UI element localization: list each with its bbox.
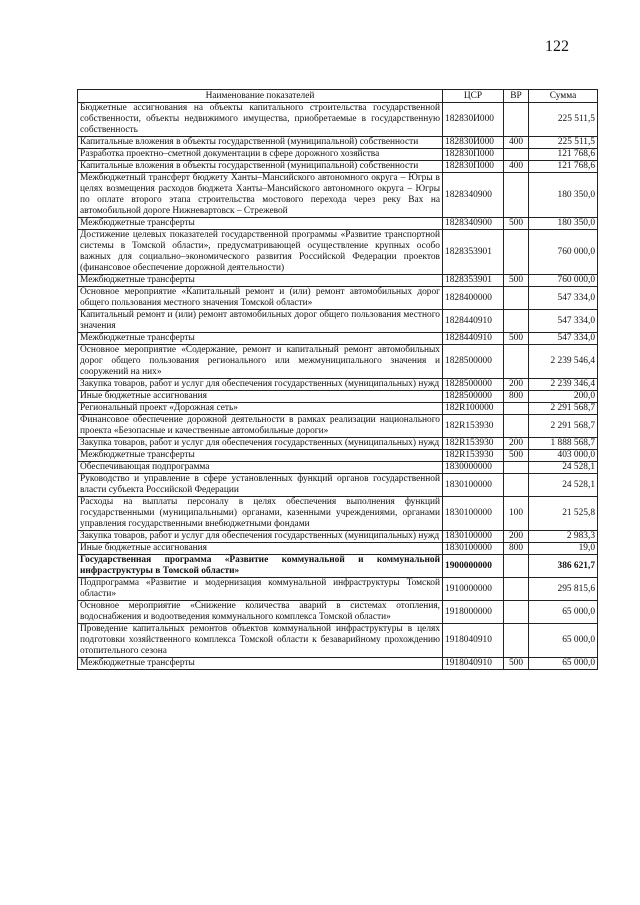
table-row — [78, 173, 598, 218]
row-vr — [504, 555, 529, 578]
row-sum: 2 239 546,4 — [529, 345, 598, 379]
row-sum: 2 239 346,4 — [529, 379, 598, 391]
table-header-row — [78, 90, 598, 103]
row-sum: 403 000,0 — [529, 450, 598, 462]
header-name: Наименование показателей — [78, 90, 443, 103]
table-row — [78, 218, 598, 230]
table-row — [78, 497, 598, 531]
row-csr: 1830100000 — [443, 474, 504, 497]
table-row — [78, 275, 598, 287]
row-vr: 200 — [504, 438, 529, 450]
row-vr: 500 — [504, 450, 529, 462]
row-sum: 180 350,0 — [529, 173, 598, 218]
row-name: Капитальные вложения в объекты государственной (муниципальной) собственности — [78, 161, 443, 173]
row-sum: 65 000,0 — [529, 601, 598, 624]
row-sum: 65 000,0 — [529, 624, 598, 658]
row-vr — [504, 578, 529, 601]
row-sum: 180 350,0 — [529, 218, 598, 230]
table-row — [78, 287, 598, 310]
row-vr: 500 — [504, 218, 529, 230]
row-sum: 24 528,1 — [529, 462, 598, 474]
row-name: Бюджетные ассигнования на объекты капитального строительства государственной собственности, объекты недвижимого имущества, приобретаемые в государственную собственность — [78, 103, 443, 137]
row-name: Закупка товаров, работ и услуг для обеспечения государственных (муниципальных) нужд — [78, 531, 443, 543]
row-csr: 1918000000 — [443, 601, 504, 624]
row-name: Межбюджетные трансферты — [78, 658, 443, 670]
table-row — [78, 474, 598, 497]
table-row — [78, 450, 598, 462]
row-vr: 200 — [504, 379, 529, 391]
row-csr: 1830000000 — [443, 462, 504, 474]
row-name: Закупка товаров, работ и услуг для обеспечения государственных (муниципальных) нужд — [78, 379, 443, 391]
row-sum: 121 768,6 — [529, 161, 598, 173]
header-sum: Сумма — [529, 90, 598, 103]
row-name: Региональный проект «Дорожная сеть» — [78, 403, 443, 415]
row-csr: 1918040910 — [443, 658, 504, 670]
budget-table — [77, 89, 598, 670]
row-sum: 65 000,0 — [529, 658, 598, 670]
header-csr: ЦСР — [443, 90, 504, 103]
row-csr: 1828500000 — [443, 391, 504, 403]
row-sum: 225 511,5 — [529, 137, 598, 149]
table-row — [78, 624, 598, 658]
row-name: Подпрограмма «Развитие и модернизация коммунальной инфраструктуры Томской области» — [78, 578, 443, 601]
row-name: Межбюджетные трансферты — [78, 218, 443, 230]
row-vr — [504, 415, 529, 438]
row-vr: 800 — [504, 391, 529, 403]
row-vr — [504, 230, 529, 275]
row-sum: 547 334,0 — [529, 333, 598, 345]
table-row — [78, 161, 598, 173]
row-csr: 182830П000 — [443, 149, 504, 161]
page-number: 122 — [545, 38, 569, 55]
row-csr: 1828440910 — [443, 310, 504, 333]
table-row — [78, 415, 598, 438]
row-vr — [504, 462, 529, 474]
row-sum: 547 334,0 — [529, 287, 598, 310]
table-row — [78, 531, 598, 543]
table-row — [78, 137, 598, 149]
row-sum: 386 621,7 — [529, 555, 598, 578]
row-csr: 182830И000 — [443, 103, 504, 137]
row-name: Достижение целевых показателей государственной программы «Развитие транспортной системы в Томской области», предусматривающей осуществление крупных особо важных для социально–экономического развития Российской Федерации проектов (финансовое обеспечение дорожной деятельности) — [78, 230, 443, 275]
table-body — [78, 103, 598, 670]
table-row — [78, 555, 598, 578]
table-row — [78, 103, 598, 137]
row-csr: 1910000000 — [443, 578, 504, 601]
row-sum: 295 815,6 — [529, 578, 598, 601]
row-vr: 400 — [504, 161, 529, 173]
row-sum: 547 334,0 — [529, 310, 598, 333]
row-name: Иные бюджетные ассигнования — [78, 391, 443, 403]
row-vr: 800 — [504, 543, 529, 555]
row-sum: 760 000,0 — [529, 275, 598, 287]
row-name: Основное мероприятие «Содержание, ремонт и капитальный ремонт автомобильных дорог общего пользования регионального или межмуниципального значения и сооружений на них» — [78, 345, 443, 379]
row-name: Проведение капитальных ремонтов объектов коммунальной инфраструктуры в целях подготовки хозяйственного комплекса Томской области к безаварийному прохождению отопительного сезона — [78, 624, 443, 658]
row-csr: 182830И000 — [443, 137, 504, 149]
row-csr: 1828353901 — [443, 230, 504, 275]
table-row — [78, 578, 598, 601]
row-vr — [504, 601, 529, 624]
row-name: Капитальный ремонт и (или) ремонт автомобильных дорог общего пользования местного значения — [78, 310, 443, 333]
table-row — [78, 543, 598, 555]
row-csr: 182R153930 — [443, 415, 504, 438]
row-sum: 2 291 568,7 — [529, 415, 598, 438]
row-csr: 1828340900 — [443, 173, 504, 218]
row-name: Межбюджетный трансферт бюджету Ханты–Мансийского автономного округа – Югры в целях возмещения расходов бюджета Ханты–Мансийского автономного округа – Югры по оплате второго этапа строительства мостового перехода через реку Вах на автомобильной дороге Нижневартовск – Стрежевой — [78, 173, 443, 218]
row-name: Руководство и управление в сфере установленных функций органов государственной власти субъекта Российской Федерации — [78, 474, 443, 497]
row-csr: 182R153930 — [443, 438, 504, 450]
row-name: Финансовое обеспечение дорожной деятельности в рамках реализации национального проекта «Безопасные и качественные автомобильные дороги» — [78, 415, 443, 438]
row-csr: 1828340900 — [443, 218, 504, 230]
row-csr: 1900000000 — [443, 555, 504, 578]
row-vr — [504, 345, 529, 379]
row-csr: 1828500000 — [443, 345, 504, 379]
table-row — [78, 391, 598, 403]
row-vr: 200 — [504, 531, 529, 543]
row-csr: 1830100000 — [443, 543, 504, 555]
row-csr: 1830100000 — [443, 497, 504, 531]
table-row — [78, 438, 598, 450]
row-vr — [504, 624, 529, 658]
table-row — [78, 149, 598, 161]
row-csr: 182830П000 — [443, 161, 504, 173]
row-vr — [504, 149, 529, 161]
row-name: Межбюджетные трансферты — [78, 333, 443, 345]
row-sum: 2 291 568,7 — [529, 403, 598, 415]
row-sum: 24 528,1 — [529, 474, 598, 497]
row-sum: 200,0 — [529, 391, 598, 403]
row-name: Межбюджетные трансферты — [78, 450, 443, 462]
row-sum: 19,0 — [529, 543, 598, 555]
table-row — [78, 310, 598, 333]
table-row — [78, 601, 598, 624]
row-vr — [504, 103, 529, 137]
row-name: Основное мероприятие «Капитальный ремонт и (или) ремонт автомобильных дорог общего пользования местного значения Томской области» — [78, 287, 443, 310]
row-name: Государственная программа «Развитие коммунальной и коммунальной инфраструктуры в Томской области» — [78, 555, 443, 578]
header-vr: ВР — [504, 90, 529, 103]
row-csr: 1918040910 — [443, 624, 504, 658]
row-sum: 21 525,8 — [529, 497, 598, 531]
table-row — [78, 658, 598, 670]
row-vr: 500 — [504, 658, 529, 670]
row-vr — [504, 310, 529, 333]
row-csr: 1828440910 — [443, 333, 504, 345]
table-row — [78, 333, 598, 345]
row-vr — [504, 173, 529, 218]
row-name: Расходы на выплаты персоналу в целях обеспечения выполнения функций государственными (муниципальными) органами, казенными учреждениями, органами управления государственными внебюджетными фондами — [78, 497, 443, 531]
row-vr: 400 — [504, 137, 529, 149]
row-vr — [504, 287, 529, 310]
row-sum: 2 983,3 — [529, 531, 598, 543]
row-vr: 500 — [504, 333, 529, 345]
row-name: Закупка товаров, работ и услуг для обеспечения государственных (муниципальных) нужд — [78, 438, 443, 450]
row-vr — [504, 474, 529, 497]
row-csr: 182R153930 — [443, 450, 504, 462]
row-csr: 1828400000 — [443, 287, 504, 310]
row-csr: 1828353901 — [443, 275, 504, 287]
row-sum: 1 888 568,7 — [529, 438, 598, 450]
table-row — [78, 462, 598, 474]
row-sum: 225 511,5 — [529, 103, 598, 137]
row-sum: 121 768,6 — [529, 149, 598, 161]
row-vr: 100 — [504, 497, 529, 531]
row-name: Межбюджетные трансферты — [78, 275, 443, 287]
row-vr: 500 — [504, 275, 529, 287]
row-name: Иные бюджетные ассигнования — [78, 543, 443, 555]
table-row — [78, 403, 598, 415]
row-csr: 182R100000 — [443, 403, 504, 415]
table-row — [78, 230, 598, 275]
row-name: Разработка проектно–сметной документации в сфере дорожного хозяйства — [78, 149, 443, 161]
row-csr: 1830100000 — [443, 531, 504, 543]
row-name: Капитальные вложения в объекты государственной (муниципальной) собственности — [78, 137, 443, 149]
row-name: Основное мероприятие «Снижение количества аварий в системах отопления, водоснабжения и водоотведения коммунального комплекса Томской области» — [78, 601, 443, 624]
row-sum: 760 000,0 — [529, 230, 598, 275]
row-name: Обеспечивающая подпрограмма — [78, 462, 443, 474]
row-csr: 1828500000 — [443, 379, 504, 391]
table-row — [78, 379, 598, 391]
row-vr — [504, 403, 529, 415]
table-row — [78, 345, 598, 379]
